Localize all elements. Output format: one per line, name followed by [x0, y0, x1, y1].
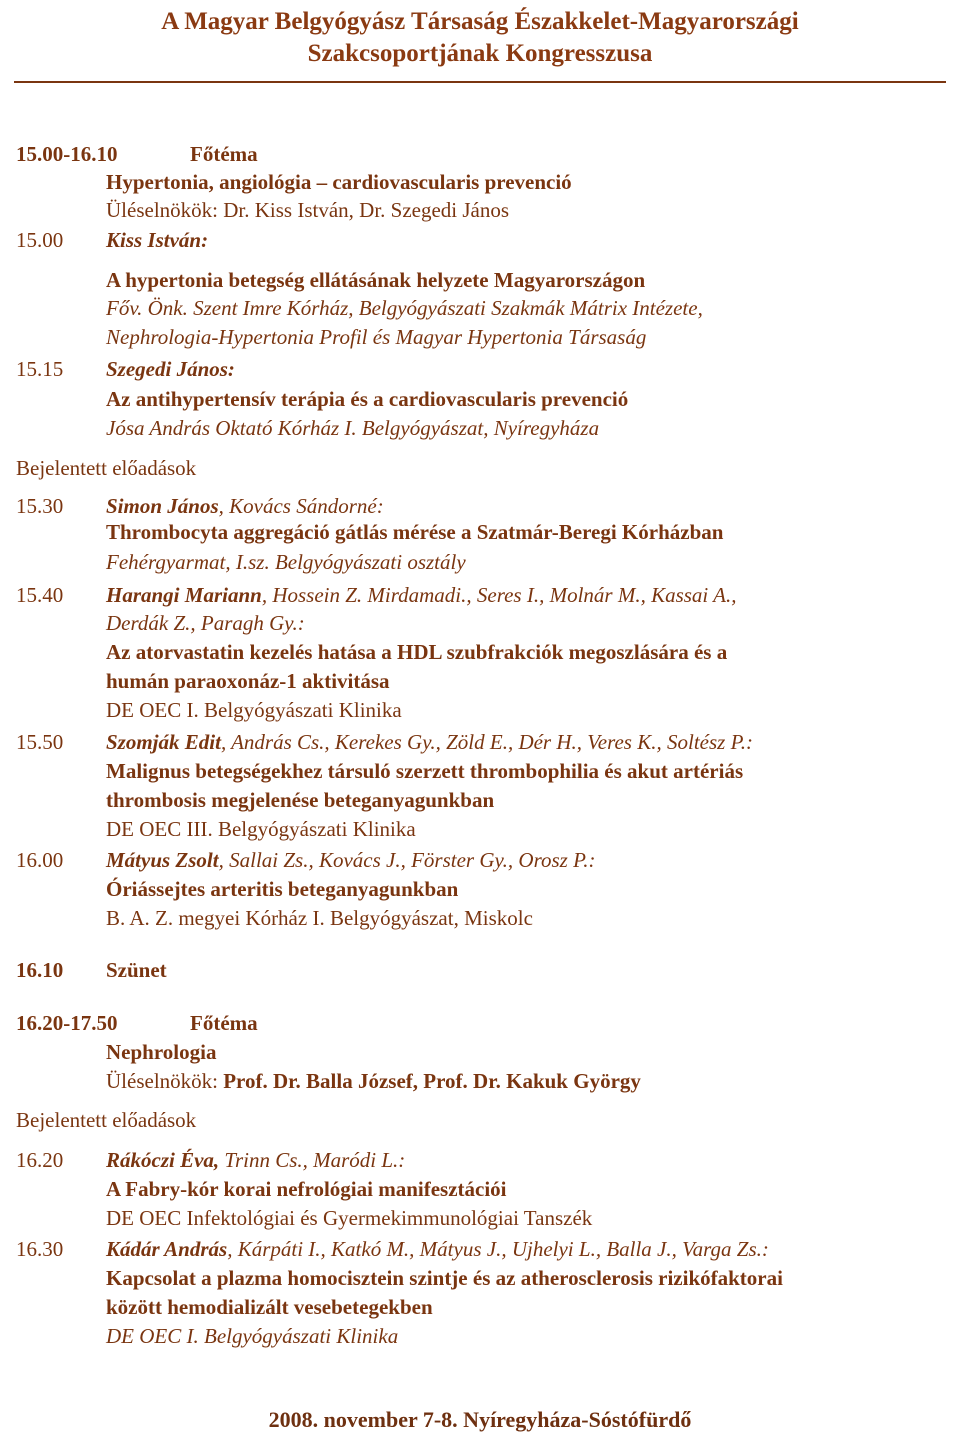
session1-chairs: Üléselnökök: Dr. Kiss István, Dr. Szegedi János — [106, 198, 510, 222]
announced-heading-1: Bejelentett előadások — [16, 456, 197, 480]
header-title-line2: Szakcsoportjának Kongresszusa — [307, 40, 653, 67]
talk7-authors: Rákóczi Éva, Trinn Cs., Maródi L.: — [106, 1148, 406, 1172]
session1-time: 15.00-16.10 — [16, 142, 118, 166]
session1-label: Főtéma — [190, 142, 258, 166]
talk8-authors: Kádár András, Kárpáti I., Katkó M., Mátyus J., Ujhelyi L., Balla J., Varga Zs.: — [106, 1237, 769, 1261]
talk5-title-line1: Malignus betegségekhez társuló szerzett thrombophilia és akut artériás — [106, 759, 744, 783]
announced-heading-2: Bejelentett előadások — [16, 1108, 197, 1132]
session2-label: Főtéma — [190, 1011, 258, 1035]
talk1-institution-line1: Főv. Önk. Szent Imre Kórház, Belgyógyászati Szakmák Mátrix Intézete, — [106, 296, 703, 320]
session2-time: 16.20-17.50 — [16, 1011, 118, 1035]
talk5-authors: Szomják Edit, András Cs., Kerekes Gy., Zöld E., Dér H., Veres K., Soltész P.: — [106, 730, 753, 754]
break-label: Szünet — [106, 958, 167, 982]
talk2-institution: Jósa András Oktató Kórház I. Belgyógyászat, Nyíregyháza — [106, 416, 600, 440]
session2-chairs: Üléselnökök: Prof. Dr. Balla József, Prof. Dr. Kakuk György — [106, 1069, 641, 1093]
talk2-time: 15.15 — [16, 357, 64, 381]
talk1-author: Kiss István: — [106, 228, 209, 252]
talk7-title: A Fabry-kór korai nefrológiai manifesztációi — [106, 1177, 507, 1201]
talk4-time: 15.40 — [16, 583, 64, 607]
talk6-authors: Mátyus Zsolt, Sallai Zs., Kovács J., Förster Gy., Orosz P.: — [106, 848, 596, 872]
talk6-institution: B. A. Z. megyei Kórház I. Belgyógyászat, Miskolc — [106, 906, 533, 930]
break-time: 16.10 — [16, 958, 64, 982]
talk3-time: 15.30 — [16, 494, 64, 518]
talk3-institution: Fehérgyarmat, I.sz. Belgyógyászati osztály — [106, 550, 466, 574]
talk5-title-line2: thrombosis megjelenése beteganyagunkban — [106, 788, 495, 812]
talk2-author: Szegedi János: — [106, 357, 235, 381]
talk8-time: 16.30 — [16, 1237, 64, 1261]
header-title-line1: A Magyar Belgyógyász Társaság Északkelet-Magyarországi — [161, 8, 799, 35]
talk2-title: Az antihypertensív terápia és a cardiovascularis prevenció — [106, 387, 629, 411]
talk7-time: 16.20 — [16, 1148, 64, 1172]
talk5-time: 15.50 — [16, 730, 64, 754]
talk1-institution-line2: Nephrologia-Hypertonia Profil és Magyar Hypertonia Társaság — [106, 325, 647, 349]
talk8-institution: DE OEC I. Belgyógyászati Klinika — [106, 1324, 399, 1348]
talk3-title: Thrombocyta aggregáció gátlás mérése a Szatmár-Beregi Kórházban — [106, 520, 724, 544]
talk4-authors-line2: Derdák Z., Paragh Gy.: — [106, 611, 305, 635]
talk8-title-line1: Kapcsolat a plazma homocisztein szintje és az atherosclerosis rizikófaktorai — [106, 1266, 783, 1290]
talk5-institution: DE OEC III. Belgyógyászati Klinika — [106, 817, 416, 841]
talk1-time: 15.00 — [16, 228, 64, 252]
talk6-title: Óriássejtes arteritis beteganyagunkban — [106, 877, 459, 901]
talk4-institution: DE OEC I. Belgyógyászati Klinika — [106, 698, 402, 722]
page-footer: 2008. november 7-8. Nyíregyháza-Sóstófürdő — [268, 1407, 692, 1432]
talk4-title-line1: Az atorvastatin kezelés hatása a HDL szubfrakciók megoszlására és a — [106, 640, 728, 664]
page-header — [0, 6, 960, 70]
talk3-authors: Simon János, Kovács Sándorné: — [106, 494, 384, 518]
header-divider — [14, 81, 946, 83]
talk4-authors-line1: Harangi Mariann, Hossein Z. Mirdamadi., Seres I., Molnár M., Kassai A., — [106, 583, 737, 607]
talk7-institution: DE OEC Infektológiai és Gyermekimmunológiai Tanszék — [106, 1206, 593, 1230]
talk1-title: A hypertonia betegség ellátásának helyzete Magyarországon — [106, 268, 646, 292]
talk8-title-line2: között hemodializált vesebetegekben — [106, 1295, 433, 1319]
talk6-time: 16.00 — [16, 848, 64, 872]
session2-title: Nephrologia — [106, 1040, 217, 1064]
session1-title: Hypertonia, angiológia – cardiovascularis prevenció — [106, 170, 572, 194]
talk4-title-line2: humán paraoxonáz-1 aktivitása — [106, 669, 390, 693]
